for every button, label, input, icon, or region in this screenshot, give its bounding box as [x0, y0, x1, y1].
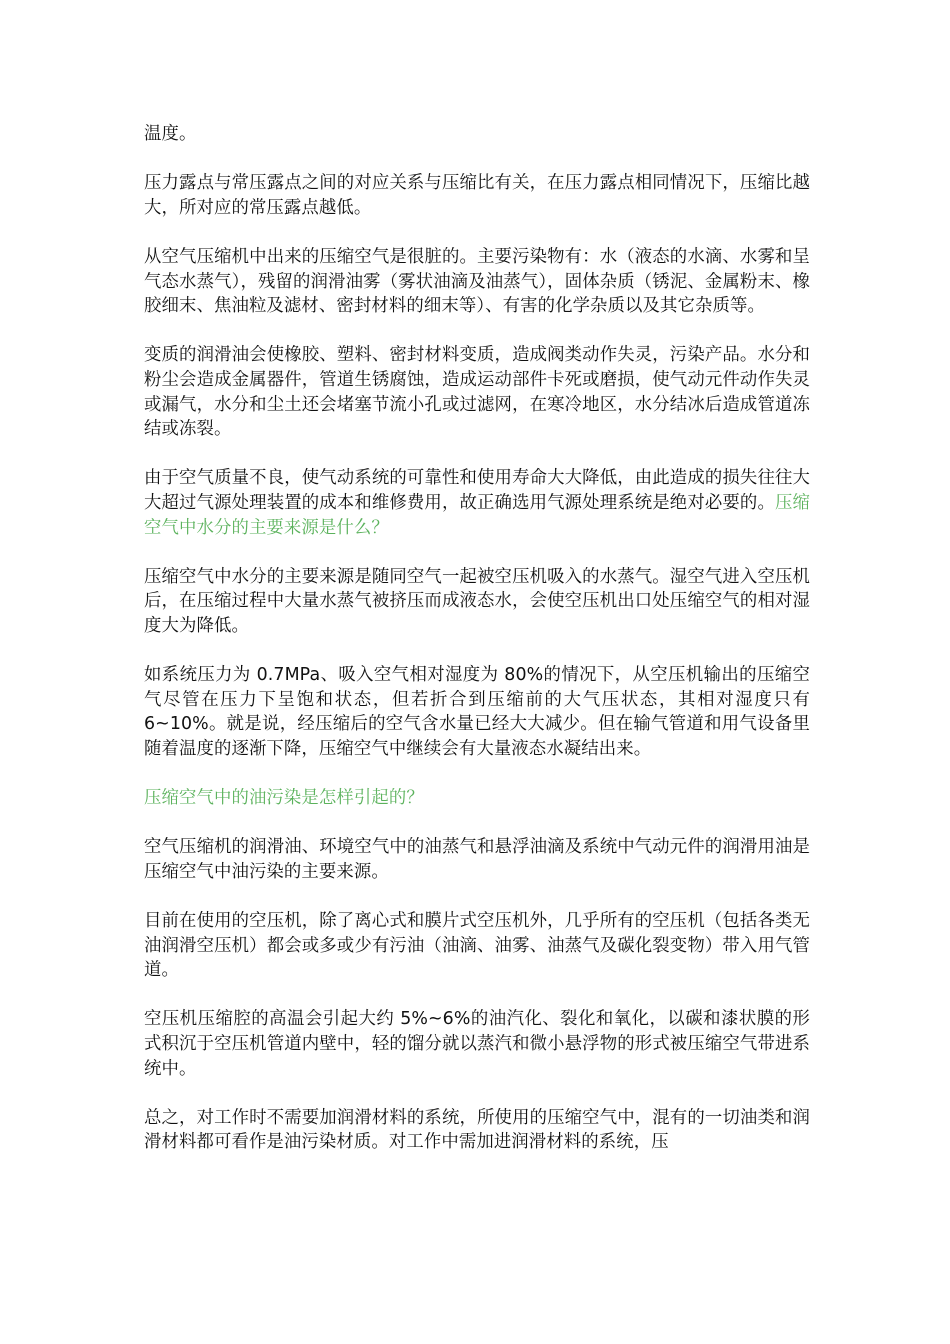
paragraph-summary: 总之，对工作时不需要加润滑材料的系统，所使用的压缩空气中，混有的一切油类和润滑材料都可看作是油污染材质。对工作中需加进润滑材料的系统，压: [144, 1107, 810, 1153]
document-body: [144, 122, 810, 1180]
question-oil-pollution: 压缩空气中的油污染是怎样引起的？: [144, 788, 424, 809]
paragraph-air-quality: 由于空气质量不良，使气动系统的可靠性和使用寿命大大降低，由此造成的损失往往大大超过气源处理装置的成本和维修费用，故正确选用气源处理系统是绝对必要的。压缩空气中水分的主要来源是什么？: [144, 468, 811, 538]
paragraph-water-source: 压缩空气中水分的主要来源是随同空气一起被空压机吸入的水蒸气。湿空气进入空压机后，在压缩过程中大量水蒸气被挤压而成液态水，会使空压机出口处压缩空气的相对湿度大为降低。: [144, 566, 810, 636]
question-water-source: 压缩空气中水分的主要来源是什么？: [144, 492, 811, 538]
paragraph-pollutants: 从空气压缩机中出来的压缩空气是很脏的。主要污染物有：水（液态的水滴、水雾和呈气态水蒸气），残留的润滑油雾（雾状油滴及油蒸气），固体杂质（锈泥、金属粉末、橡胶细末、焦油粒及滤材、密封材料的细末等）、有害的化学杂质以及其它杂质等。: [144, 246, 810, 317]
paragraph-system-pressure: 如系统压力为 0.7MPa、吸入空气相对湿度为 80%的情况下，从空压机输出的压缩空气尽管在压力下呈饱和状态，但若折合到压缩前的大气压状态，其相对湿度只有 6~10%。就是说，经压缩后的空气含水量已经大大减少。但在输气管道和用气设备里随着温度的逐渐下降，压缩空气中继续会有大量液态水凝结出来。: [144, 665, 810, 759]
paragraph-high-temperature: 空压机压缩腔的高温会引起大约 5%~6%的油汽化、裂化和氧化，以碳和漆状膜的形式积沉于空压机管道内壁中，轻的馏分就以蒸汽和微小悬浮物的形式被压缩空气带进系统中。: [144, 1009, 810, 1079]
paragraph-compressors: 目前在使用的空压机，除了离心式和膜片式空压机外，几乎所有的空压机（包括各类无油润滑空压机）都会或多或少有污油（油滴、油雾、油蒸气及碳化裂变物）带入用气管道。: [144, 911, 810, 981]
paragraph-oil-question: [144, 786, 810, 811]
paragraph-degraded-oil: 变质的润滑油会使橡胶、塑料、密封材料变质，造成阀类动作失灵，污染产品。水分和粉尘会造成金属器件，管道生锈腐蚀，造成运动部件卡死或磨损，使气动元件动作失灵或漏气，水分和尘土还会堵塞节流小孔或过滤网，在寒冷地区，水分结冰后造成管道冻结或冻裂。: [144, 345, 810, 440]
paragraph-temperature: 温度。: [144, 124, 197, 144]
paragraph-oil-source: 空气压缩机的润滑油、环境空气中的油蒸气和悬浮油滴及系统中气动元件的润滑用油是压缩空气中油污染的主要来源。: [144, 837, 810, 882]
paragraph-pressure-dew-point: 压力露点与常压露点之间的对应关系与压缩比有关，在压力露点相同情况下，压缩比越大，所对应的常压露点越低。: [144, 173, 810, 218]
